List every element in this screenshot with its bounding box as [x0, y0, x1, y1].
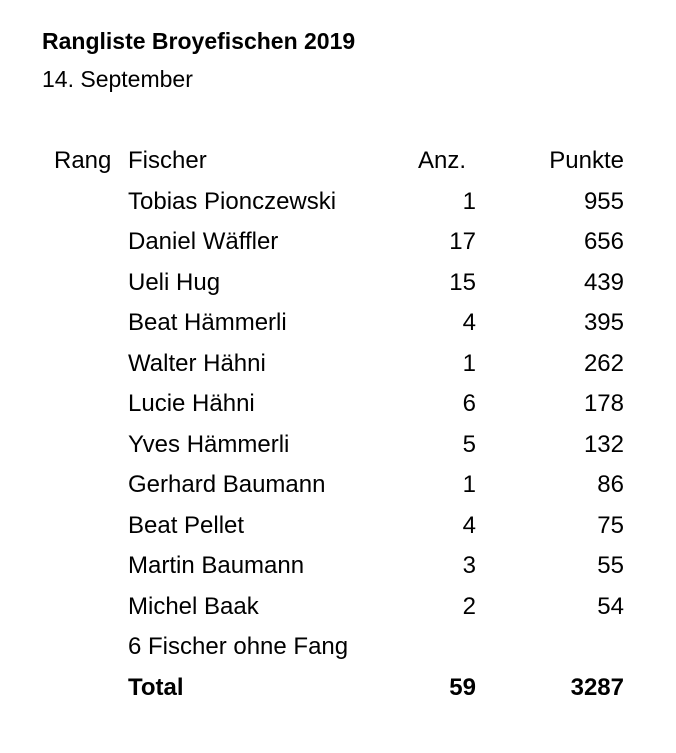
- fischer-punkte: 955: [583, 187, 624, 215]
- table-row: [0, 549, 676, 590]
- fischer-punkte: 262: [583, 349, 624, 377]
- fischer-punkte: 178: [583, 390, 624, 417]
- total-row: [0, 671, 676, 712]
- fischer-name: Tobias Pionczewski: [128, 187, 337, 215]
- fischer-anz: 5: [462, 430, 476, 458]
- fischer-anz: 2: [462, 592, 476, 620]
- fischer-anz: 1: [462, 349, 476, 377]
- column-header-rang: Rang: [54, 147, 112, 174]
- total-punkte: 3287: [570, 673, 624, 701]
- fischer-punkte: 439: [583, 268, 624, 296]
- note-row: [0, 630, 676, 671]
- column-header-fischer: Fischer: [128, 147, 207, 174]
- document-date: 14. September: [42, 66, 193, 92]
- fischer-name: Walter Hähni: [128, 349, 266, 377]
- fischer-name: Gerhard Baumann: [128, 471, 326, 498]
- fischer-anz: 6: [462, 390, 476, 417]
- fischer-name: Martin Baumann: [128, 552, 305, 579]
- fischer-anz: 1: [462, 471, 476, 498]
- fischer-punkte: 132: [583, 430, 624, 458]
- total-label: Total: [128, 673, 184, 701]
- column-header-punkte: Punkte: [549, 147, 624, 174]
- table-header-row: [0, 144, 676, 185]
- table-row: [0, 428, 676, 469]
- fischer-name: Beat Hämmerli: [128, 309, 287, 336]
- fischer-name: Daniel Wäffler: [128, 228, 279, 255]
- fischer-punkte: 395: [583, 309, 624, 336]
- table-row: [0, 509, 676, 550]
- fischer-anz: 3: [462, 552, 476, 579]
- fischer-anz: 17: [449, 228, 476, 255]
- fischer-punkte: 86: [597, 471, 624, 498]
- fischer-name: Lucie Hähni: [128, 390, 255, 417]
- table-row: [0, 347, 676, 388]
- fischer-punkte: 55: [597, 552, 624, 579]
- table-row: [0, 468, 676, 509]
- no-catch-note: 6 Fischer ohne Fang: [128, 633, 349, 660]
- document-title: Rangliste Broyefischen 2019: [42, 28, 356, 54]
- fischer-anz: 1: [462, 187, 476, 215]
- fischer-punkte: 656: [583, 228, 624, 255]
- table-row: [0, 590, 676, 631]
- fischer-anz: 15: [449, 268, 476, 296]
- fischer-name: Beat Pellet: [128, 511, 245, 539]
- fischer-name: Yves Hämmerli: [128, 430, 290, 458]
- fischer-punkte: 54: [597, 592, 624, 620]
- table-row: [0, 387, 676, 428]
- column-header-anz: Anz.: [417, 147, 466, 174]
- fischer-anz: 4: [462, 309, 476, 336]
- table-row: [0, 225, 676, 266]
- total-anz: 59: [449, 673, 476, 701]
- table-row: [0, 306, 676, 347]
- fischer-punkte: 75: [597, 511, 624, 539]
- fischer-name: Ueli Hug: [128, 268, 221, 296]
- ranking-table: [0, 144, 676, 711]
- table-row: [0, 185, 676, 226]
- fischer-anz: 4: [462, 511, 476, 539]
- table-row: [0, 266, 676, 307]
- fischer-name: Michel Baak: [128, 592, 259, 620]
